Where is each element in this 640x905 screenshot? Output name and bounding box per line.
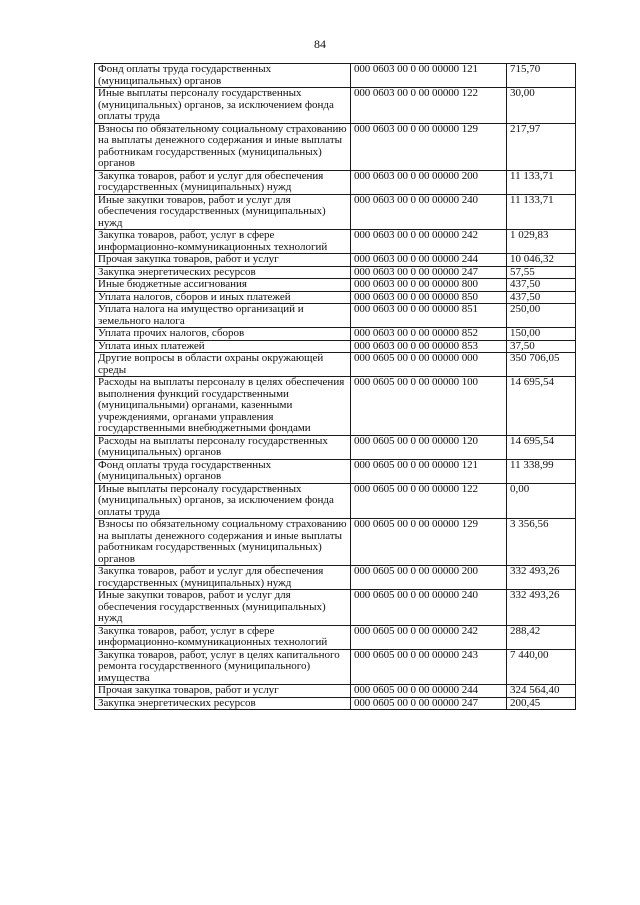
table-row (95, 649, 576, 685)
table-row (95, 254, 576, 267)
expense-name-cell: Уплата прочих налогов, сборов (95, 328, 351, 341)
expense-name-cell: Фонд оплаты труда государственных (муниципальных) органов (95, 459, 351, 483)
budget-code-cell: 000 0605 00 0 00 00000 120 (351, 435, 507, 459)
budget-code-cell: 000 0605 00 0 00 00000 242 (351, 625, 507, 649)
amount-cell: 10 046,32 (507, 254, 576, 267)
budget-table-body (95, 64, 576, 710)
amount-cell: 37,50 (507, 340, 576, 353)
amount-cell: 11 338,99 (507, 459, 576, 483)
expense-name-cell: Иные бюджетные ассигнования (95, 279, 351, 292)
table-row (95, 230, 576, 254)
budget-code-cell: 000 0603 00 0 00 00000 244 (351, 254, 507, 267)
expense-name-cell: Иные закупки товаров, работ и услуг для обеспечения государственных (муниципальных) нужд (95, 194, 351, 230)
expense-name-cell: Закупка товаров, работ, услуг в целях капитального ремонта государственного (муниципального) имущества (95, 649, 351, 685)
amount-cell: 332 493,26 (507, 590, 576, 626)
amount-cell: 14 695,54 (507, 435, 576, 459)
budget-code-cell: 000 0603 00 0 00 00000 800 (351, 279, 507, 292)
expense-name-cell: Иные выплаты персоналу государственных (муниципальных) органов, за исключением фонда оплаты труда (95, 483, 351, 519)
table-row (95, 459, 576, 483)
amount-cell: 57,55 (507, 266, 576, 279)
budget-code-cell: 000 0603 00 0 00 00000 121 (351, 64, 507, 88)
table-row (95, 123, 576, 170)
page-number: 84 (314, 37, 326, 51)
table-row (95, 279, 576, 292)
expense-name-cell: Закупка энергетических ресурсов (95, 697, 351, 710)
budget-code-cell: 000 0603 00 0 00 00000 200 (351, 170, 507, 194)
budget-code-cell: 000 0605 00 0 00 00000 240 (351, 590, 507, 626)
budget-code-cell: 000 0605 00 0 00 00000 000 (351, 353, 507, 377)
expense-name-cell: Взносы по обязательному социальному страхованию на выплаты денежного содержания и иные выплаты работникам государственных (муниципальных) органов (95, 123, 351, 170)
expense-name-cell: Иные выплаты персоналу государственных (муниципальных) органов, за исключением фонда оплаты труда (95, 88, 351, 124)
budget-code-cell: 000 0603 00 0 00 00000 853 (351, 340, 507, 353)
expense-name-cell: Закупка товаров, работ и услуг для обеспечения государственных (муниципальных) нужд (95, 170, 351, 194)
expense-name-cell: Взносы по обязательному социальному страхованию на выплаты денежного содержания и иные выплаты работникам государственных (муниципальных) органов (95, 519, 351, 566)
amount-cell: 14 695,54 (507, 377, 576, 436)
amount-cell: 11 133,71 (507, 194, 576, 230)
amount-cell: 217,97 (507, 123, 576, 170)
expense-name-cell: Расходы на выплаты персоналу в целях обеспечения выполнения функций государственными (муниципальными) органами, казенными учреждениями, органами управления государственными внебюджетными фондами (95, 377, 351, 436)
expense-name-cell: Закупка товаров, работ, услуг в сфере информационно-коммуникационных технологий (95, 230, 351, 254)
expense-name-cell: Закупка товаров, работ и услуг для обеспечения государственных (муниципальных) нужд (95, 566, 351, 590)
amount-cell: 715,70 (507, 64, 576, 88)
budget-code-cell: 000 0605 00 0 00 00000 100 (351, 377, 507, 436)
expense-name-cell: Закупка энергетических ресурсов (95, 266, 351, 279)
budget-code-cell: 000 0603 00 0 00 00000 240 (351, 194, 507, 230)
table-row (95, 64, 576, 88)
amount-cell: 350 706,05 (507, 353, 576, 377)
budget-code-cell: 000 0603 00 0 00 00000 850 (351, 291, 507, 304)
expense-name-cell: Уплата налога на имущество организаций и земельного налога (95, 304, 351, 328)
expense-name-cell: Другие вопросы в области охраны окружающей среды (95, 353, 351, 377)
amount-cell: 0,00 (507, 483, 576, 519)
table-row (95, 194, 576, 230)
budget-code-cell: 000 0603 00 0 00 00000 247 (351, 266, 507, 279)
table-row (95, 697, 576, 710)
amount-cell: 1 029,83 (507, 230, 576, 254)
budget-code-cell: 000 0605 00 0 00 00000 243 (351, 649, 507, 685)
expense-name-cell: Прочая закупка товаров, работ и услуг (95, 685, 351, 698)
amount-cell: 3 356,56 (507, 519, 576, 566)
budget-code-cell: 000 0603 00 0 00 00000 242 (351, 230, 507, 254)
amount-cell: 324 564,40 (507, 685, 576, 698)
table-row (95, 304, 576, 328)
amount-cell: 150,00 (507, 328, 576, 341)
amount-cell: 7 440,00 (507, 649, 576, 685)
table-row (95, 328, 576, 341)
table-row (95, 353, 576, 377)
expense-name-cell: Прочая закупка товаров, работ и услуг (95, 254, 351, 267)
budget-table (94, 63, 576, 710)
amount-cell: 437,50 (507, 279, 576, 292)
amount-cell: 437,50 (507, 291, 576, 304)
expense-name-cell: Расходы на выплаты персоналу государственных (муниципальных) органов (95, 435, 351, 459)
table-row (95, 483, 576, 519)
table-row (95, 377, 576, 436)
amount-cell: 250,00 (507, 304, 576, 328)
table-row (95, 340, 576, 353)
table-row (95, 435, 576, 459)
expense-name-cell: Закупка товаров, работ, услуг в сфере информационно-коммуникационных технологий (95, 625, 351, 649)
budget-code-cell: 000 0605 00 0 00 00000 244 (351, 685, 507, 698)
budget-code-cell: 000 0605 00 0 00 00000 129 (351, 519, 507, 566)
budget-code-cell: 000 0603 00 0 00 00000 129 (351, 123, 507, 170)
table-row (95, 566, 576, 590)
table-row (95, 519, 576, 566)
amount-cell: 30,00 (507, 88, 576, 124)
expense-name-cell: Уплата налогов, сборов и иных платежей (95, 291, 351, 304)
budget-code-cell: 000 0603 00 0 00 00000 852 (351, 328, 507, 341)
expense-name-cell: Уплата иных платежей (95, 340, 351, 353)
expense-name-cell: Фонд оплаты труда государственных (муниципальных) органов (95, 64, 351, 88)
table-row (95, 266, 576, 279)
table-row (95, 291, 576, 304)
budget-code-cell: 000 0603 00 0 00 00000 122 (351, 88, 507, 124)
amount-cell: 332 493,26 (507, 566, 576, 590)
amount-cell: 288,42 (507, 625, 576, 649)
table-row (95, 625, 576, 649)
amount-cell: 11 133,71 (507, 170, 576, 194)
table-row (95, 88, 576, 124)
budget-code-cell: 000 0603 00 0 00 00000 851 (351, 304, 507, 328)
table-row (95, 590, 576, 626)
amount-cell: 200,45 (507, 697, 576, 710)
budget-code-cell: 000 0605 00 0 00 00000 200 (351, 566, 507, 590)
budget-code-cell: 000 0605 00 0 00 00000 247 (351, 697, 507, 710)
table-row (95, 685, 576, 698)
budget-code-cell: 000 0605 00 0 00 00000 121 (351, 459, 507, 483)
budget-code-cell: 000 0605 00 0 00 00000 122 (351, 483, 507, 519)
expense-name-cell: Иные закупки товаров, работ и услуг для обеспечения государственных (муниципальных) нужд (95, 590, 351, 626)
table-row (95, 170, 576, 194)
